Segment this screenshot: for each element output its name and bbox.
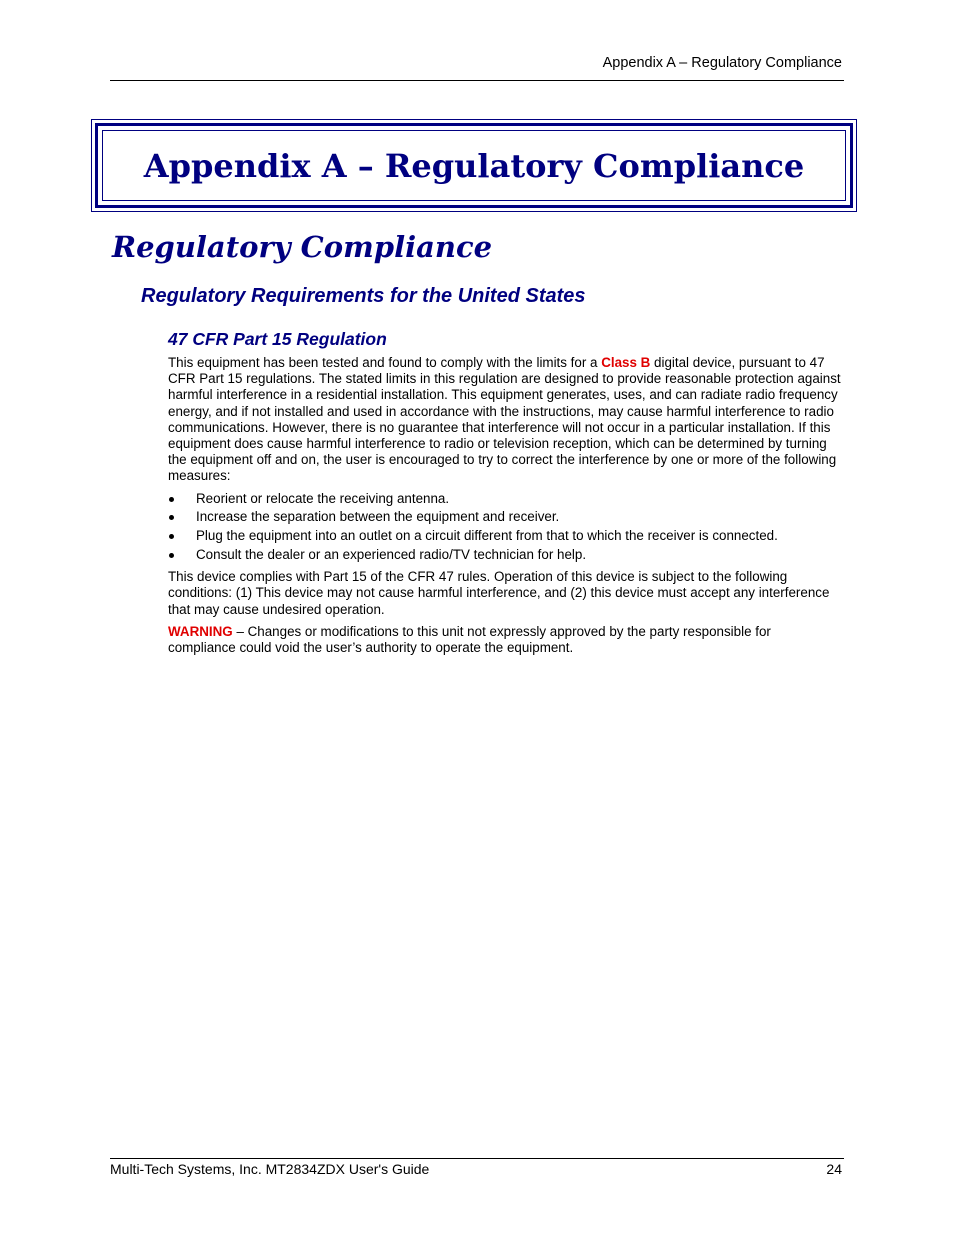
- bullet-icon: [169, 515, 174, 520]
- subsubsection-heading: 47 CFR Part 15 Regulation: [168, 329, 387, 349]
- subsection-heading: Regulatory Requirements for the United States: [141, 285, 586, 307]
- bullet-icon: [169, 497, 174, 502]
- footer-rule: [110, 1158, 844, 1159]
- appendix-title: Appendix A – Regulatory Compliance: [143, 146, 805, 185]
- paragraph-1-text-a: This equipment has been tested and found to comply with the limits for a: [168, 355, 602, 370]
- measures-list: [168, 491, 842, 564]
- list-item: [168, 509, 842, 525]
- warning-text: – Changes or modifications to this unit not expressly approved by the party responsible for compliance could void the user’s authority to operate the equipment.: [168, 623, 771, 656]
- paragraph-1: [168, 355, 842, 485]
- warning-paragraph: [168, 624, 842, 656]
- warning-label: WARNING: [168, 623, 233, 639]
- list-item-text: Plug the equipment into an outlet on a circuit different from that to which the receiver is connected.: [196, 528, 778, 544]
- running-header: Appendix A – Regulatory Compliance: [602, 55, 842, 71]
- list-item: [168, 491, 842, 507]
- page-number: 24: [826, 1161, 842, 1177]
- paragraph-1-text-b: digital device, pursuant to 47 CFR Part 15 regulations. The stated limits in this regulation are designed to provide reasonable protection against harmful interference in a residential installation. This equipment generates, uses, and can radiate radio frequency energy, and if not installed and used in accordance with the instructions, may cause harmful interference to radio communications. However, there is no guarantee that interference will not occur in a particular installation. If this equipment does cause harmful interference to radio or television reception, which can be determined by turning the equipment off and on, the user is encouraged to try to correct the interference by one or more of the following measures:: [168, 355, 841, 484]
- bullet-icon: [169, 534, 174, 539]
- list-item-text: Reorient or relocate the receiving antenna.: [196, 490, 450, 506]
- bullet-icon: [169, 553, 174, 558]
- list-item: [168, 547, 842, 563]
- appendix-title-box: [95, 123, 853, 208]
- class-b-highlight: Class B: [601, 355, 651, 370]
- list-item: [168, 528, 842, 544]
- header-rule: [110, 80, 844, 81]
- list-item-text: Consult the dealer or an experienced radio/TV technician for help.: [196, 547, 587, 563]
- body-content: [168, 355, 842, 662]
- paragraph-2: This device complies with Part 15 of the CFR 47 rules. Operation of this device is subject to the following conditions: (1) This device may not cause harmful interference, and (2) this device must accept any interference that may cause undesired operation.: [168, 569, 830, 617]
- list-item-text: Increase the separation between the equipment and receiver.: [196, 509, 560, 525]
- section-heading: Regulatory Compliance: [112, 230, 493, 264]
- footer-document-title: Multi-Tech Systems, Inc. MT2834ZDX User's Guide: [110, 1161, 430, 1177]
- appendix-title-box-inner: [102, 130, 846, 201]
